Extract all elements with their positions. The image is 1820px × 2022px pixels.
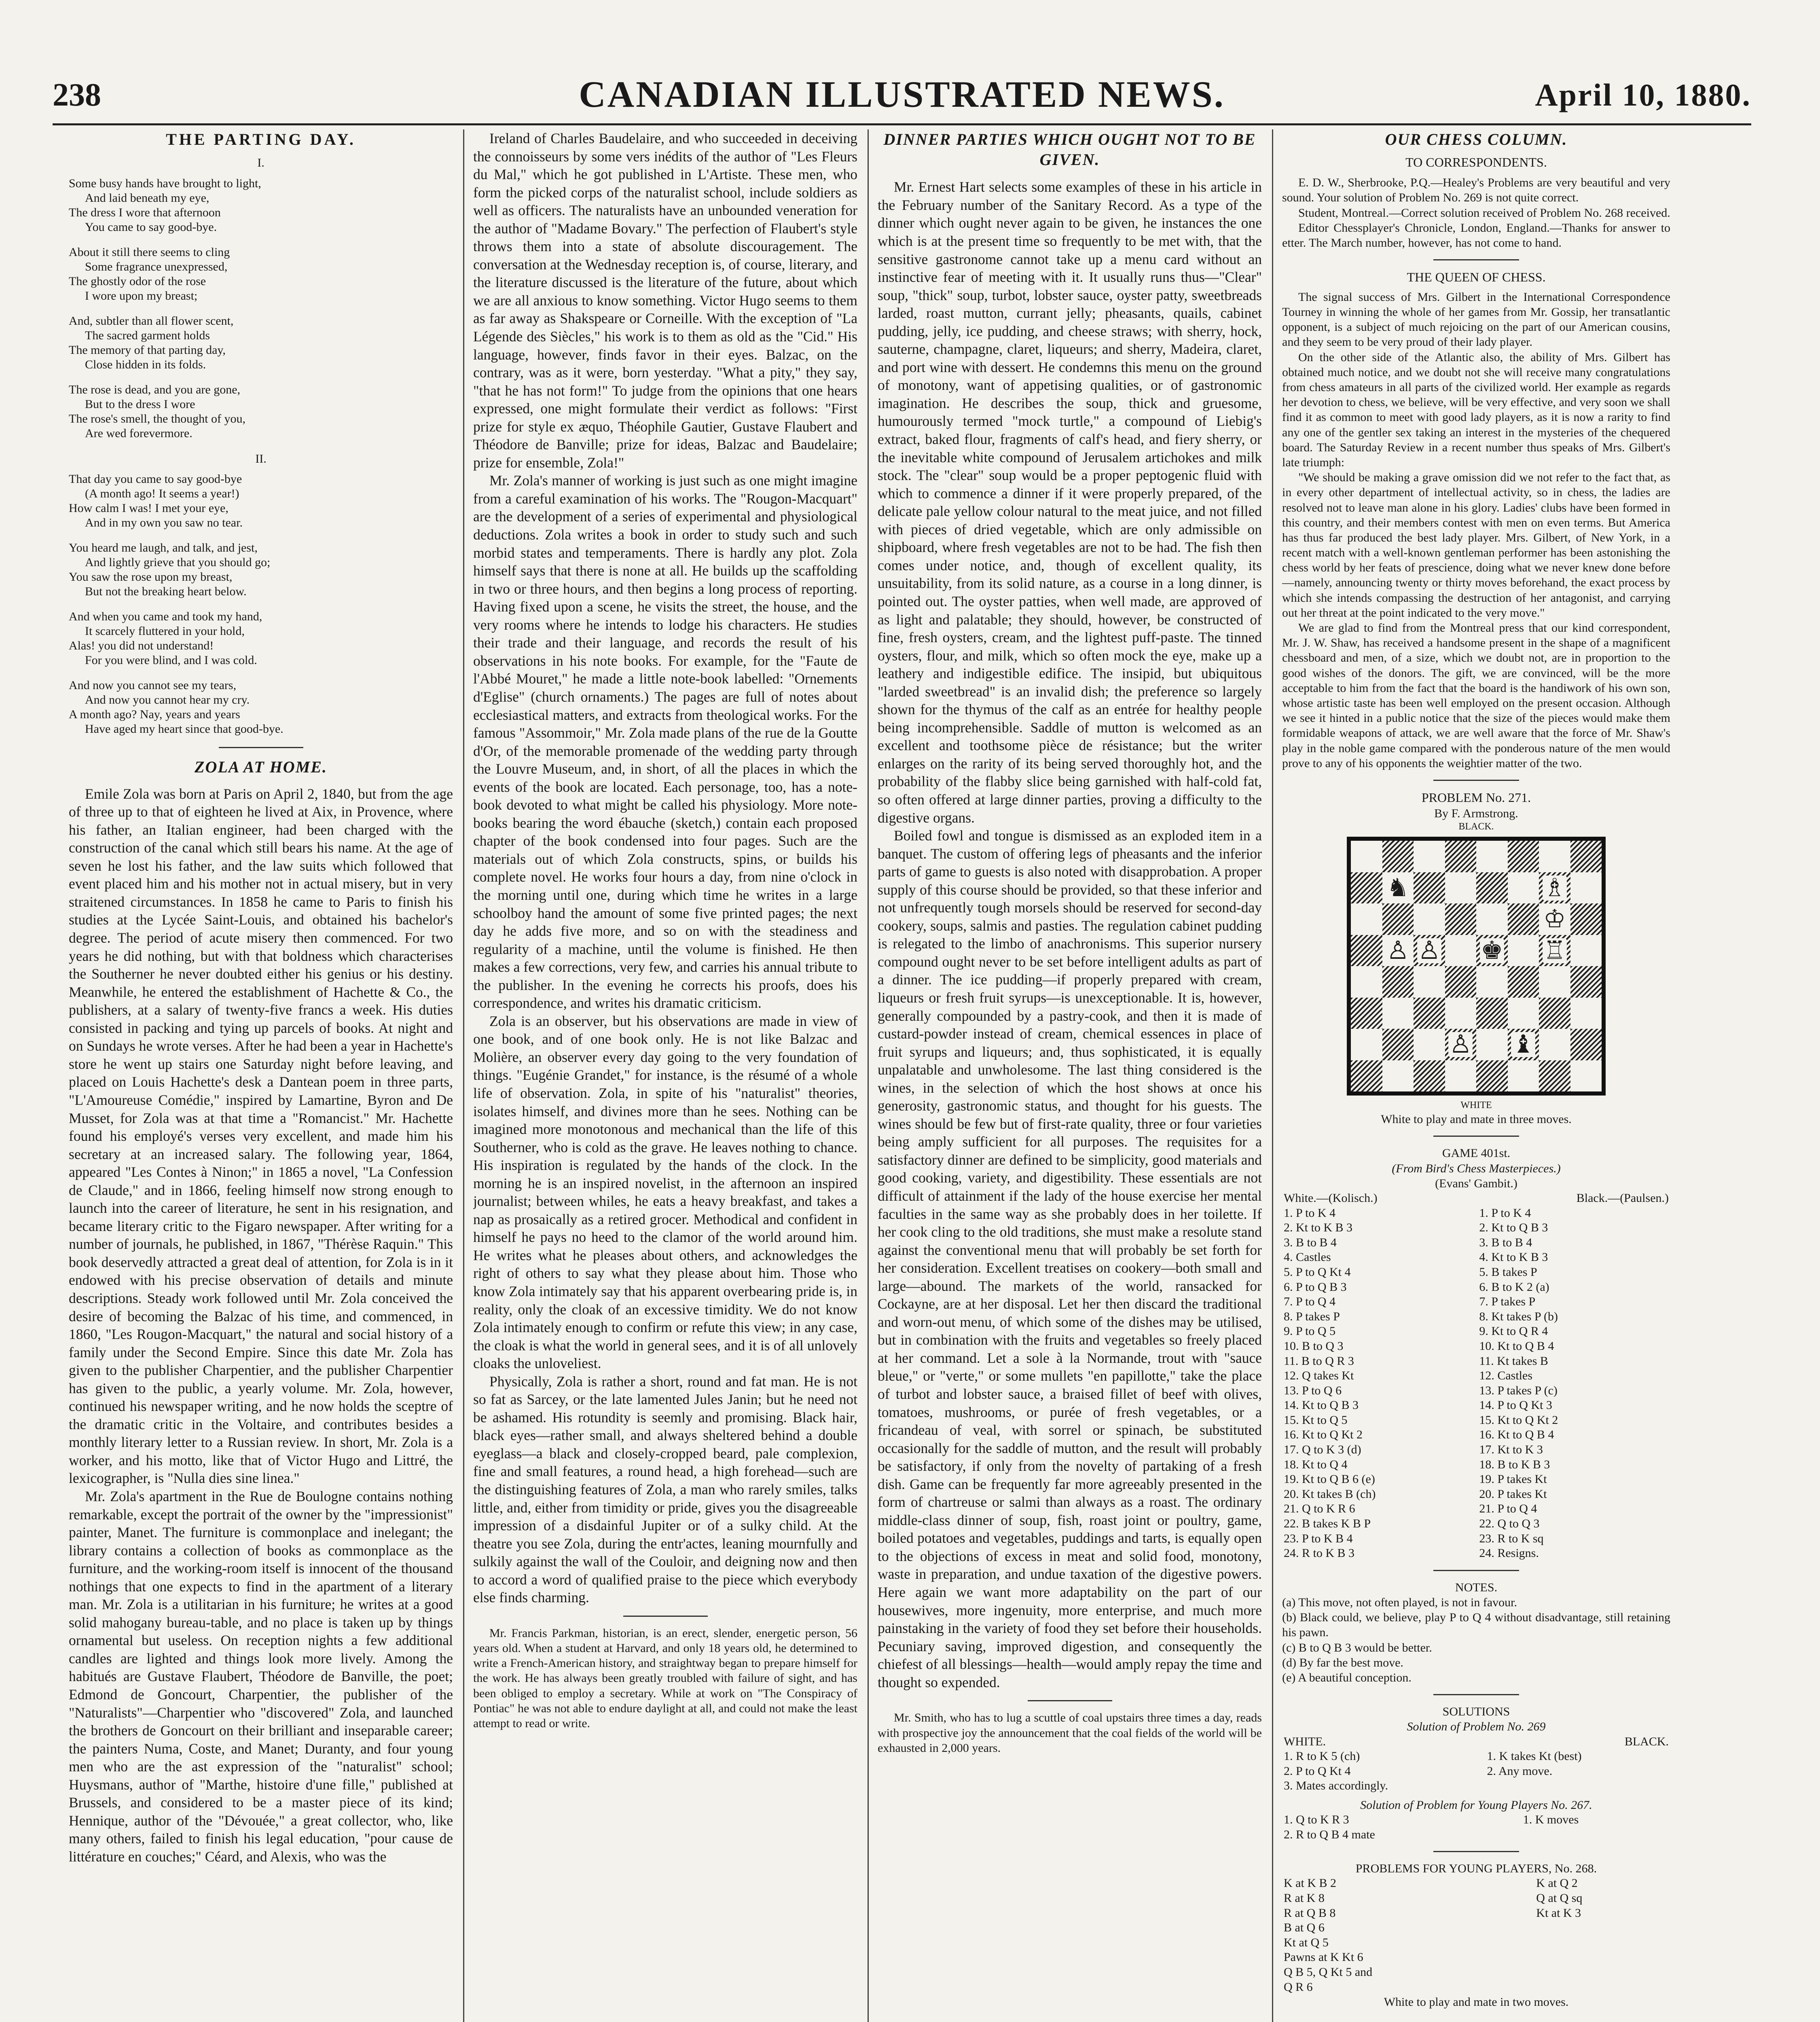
board-square [1570,1060,1602,1092]
white-move: 3. B to B 4 [1284,1235,1337,1249]
poem-stanza [69,472,453,530]
black-move: 19. P takes Kt [1479,1472,1547,1486]
poem-line: The rose is dead, and you are gone, [69,383,241,396]
board-square [1539,841,1570,872]
black-piece: Q at Q sq [1536,1891,1583,1905]
page-number: 238 [53,77,101,113]
board-square [1351,998,1382,1029]
board-square [1476,903,1508,935]
solution-269-title: Solution of Problem No. 269 [1407,1720,1546,1734]
board-square [1414,1029,1445,1060]
black-move: 1. K moves [1523,1813,1579,1827]
board-square [1414,903,1445,935]
poem-line: And when you came and took my hand, [69,610,262,624]
board-square [1476,1060,1508,1092]
chess-title: OUR CHESS COLUMN. [1385,130,1568,148]
board-square [1414,1060,1445,1092]
poem-line: And laid beneath my eye, [85,191,210,205]
black-move: 21. P to Q 4 [1479,1502,1537,1516]
move-row [1282,1265,1670,1280]
board-square [1539,1029,1570,1060]
board-square [1351,935,1382,967]
white-move: 21. Q to K R 6 [1284,1502,1355,1516]
move-row [1282,1516,1670,1531]
chess-piece: ♙ [1449,1031,1472,1059]
board-square [1351,841,1382,872]
board-square [1570,935,1602,967]
poem-line: Some fragrance unexpressed, [85,260,228,273]
poem-line: You came to say good-bye. [85,220,217,234]
move-row [1282,1324,1670,1339]
board-square [1508,998,1539,1029]
solution-row [1282,1764,1670,1779]
move-row [1282,1250,1670,1265]
solution-269-table [1282,1734,1670,1794]
board-square [1570,872,1602,904]
column-3 [878,129,1262,2022]
poem-line: Some busy hands have brought to light, [69,176,261,190]
black-move: 12. Castles [1479,1369,1533,1383]
poem-stanza [69,176,453,235]
correspondents-list [1282,175,1670,250]
board-square [1414,998,1445,1029]
move-row [1282,1206,1670,1221]
chess-board [1347,837,1606,1096]
white-move: 10. B to Q 3 [1284,1339,1344,1353]
poem-stanzas-2 [69,472,453,736]
white-move: 7. P to Q 4 [1284,1295,1336,1309]
poem-part-2: II. [255,452,267,465]
poem-line: How calm I was! I met your eye, [69,501,229,515]
board-square [1445,998,1477,1029]
white-move: 23. P to K B 4 [1284,1531,1353,1545]
paragraph: Emile Zola was born at Paris on April 2, 1840, but from the age of three up to that of eighteen he lived at Aix, in Provence, where his father, an Italian engineer, had been charged with the construction of the canal which still bears his name. At the age of seven he lost his father, and the law suits which followed that event placed him and his mother not in actual misery, but in very straitened circumstances. In 1858 he came to Paris to finish his studies at the Lycée Saint-Louis, and obtained his bachelor's degree. The period of acute misery then commenced. For two years he did nothing, but with that boldness which characterises the Southerner he never doubted either his genius or his destiny. Meanwhile, he entered the establishment of Hachette & Co., the publishers, at a salary of twenty-five francs a week. His duties consisted in packing and tying up parcels of books. At night and on Sundays he wrote verses. After he had been a year in Hachette's store he went up stairs one Saturday night before leaving, and placed on Louis Hachette's desk a Dantean poem in three parts, "L'Amoureuse Comédie," inspired by Lamartine, Byron and De Musset, for Zola was at that time a "Romancist." Mr. Hachette found his employé's verses very excellent, and made him his secretary at an increased salary. The following year, 1864, appeared "Les Contes à Ninon;" in 1865 a novel, "La Confession de Claude," and in 1866, feeling himself now strong enough to launch into the career of literature, he sent in his resignation, and became literary critic to the Figaro newspaper. After writing for a number of journals, he published, in 1867, "Thérèse Raquin." This book deservedly attracted a great deal of attention, for Zola is in it endowed with his precise observation of details and minute descriptions. Steady work followed until Mr. Zola conceived the desire of becoming the Balzac of his time, and commenced, in 1860, "Les Rougon-Macquart," the natural and social history of a family under the Second Empire. Since this date Mr. Zola has given to the publisher Charpentier, and the publisher Charpentier has given to the public, a yearly volume. Mr. Zola, however, continued his newspaper writing, and he now holds the sceptre of the dramatic critic in the Voltaire, and contributes besides a monthly literary letter to a Russian review. In short, Mr. Zola is a worker, and his motto, like that of Victor Hugo and Littré, the lexicographer, is "Nulla dies sine linea." [69,785,453,1487]
divider [1433,1570,1519,1571]
board-square [1508,1060,1539,1092]
board-square [1539,903,1570,935]
black-move: 2. Kt to Q B 3 [1479,1221,1548,1235]
board-square [1351,903,1382,935]
paragraph: "We should be making a grave omission did we not refer to the fact that, as in every other department of intellectual activity, so in chess, the ladies are resolved not to leave man alone in his glory. Ladies' clubs have been formed in this country, and their members contest with men on even terms. But America has thus far produced the best lady player. Mrs. Gilbert, of New York, in a recent match with a well-known gentleman performer has been astonishing the chess world by her feats of prescience, doing what we never knew done before—namely, announcing twenty or thirty moves beforehand, the exact process by which she intends compassing the destruction of her antagonist, and carrying out her threat at the point indicated to the very move." [1282,471,1670,620]
zola-article-continued [473,129,857,1607]
solutions-title: SOLUTIONS [1442,1705,1510,1719]
board-black-label: BLACK. [1458,821,1494,832]
white-move: 9. P to Q 5 [1284,1324,1336,1338]
young-white-pieces [1282,1876,1534,1995]
sol-black-label: BLACK. [1624,1734,1669,1748]
board-square [1508,841,1539,872]
chess-piece: ♙ [1386,937,1409,964]
poem-line: And lightly grieve that you should go; [85,556,271,569]
divider [1433,1136,1519,1137]
move-row [1282,1309,1670,1324]
chess-piece: ♙ [1418,937,1441,964]
column-4-chess [1282,129,1670,2022]
black-move: 9. Kt to Q R 4 [1479,1324,1548,1338]
move-row [1282,1487,1670,1502]
poem-line: And now you cannot see my tears, [69,679,237,692]
column-rule [868,129,869,2022]
correspondents-title: TO CORRESPONDENTS. [1405,154,1547,169]
poem-part-1: I. [257,156,265,170]
poem-line: The ghostly odor of the rose [69,274,206,288]
board-square [1382,1029,1414,1060]
black-move: 8. Kt takes P (b) [1479,1309,1558,1323]
move-row [1282,1220,1670,1235]
white-move: 1. R to K 5 (ch) [1284,1749,1360,1763]
board-square [1539,966,1570,998]
board-square [1476,935,1508,967]
move-row [1282,1339,1670,1354]
white-move: 19. Kt to Q B 6 (e) [1284,1472,1375,1486]
white-piece: R at K 8 [1284,1891,1325,1905]
poem-stanza [69,609,453,668]
white-move: 2. R to Q B 4 mate [1284,1827,1375,1841]
solution-row [1282,1779,1670,1794]
move-row [1282,1383,1670,1398]
board-square [1508,872,1539,904]
poem-line: For you were blind, and I was cold. [85,654,257,667]
poem-stanza [69,314,453,372]
move-row [1282,1531,1670,1546]
board-square [1382,966,1414,998]
white-move: 4. Castles [1284,1250,1331,1264]
board-square [1508,935,1539,967]
divider [623,1616,708,1617]
board-square [1414,935,1445,967]
divider [1433,259,1519,260]
move-row [1282,1280,1670,1295]
white-move: 13. P to Q 6 [1284,1383,1342,1397]
column-1 [69,129,453,2022]
white-move: 5. P to Q Kt 4 [1284,1265,1351,1279]
move-row [1282,1354,1670,1369]
poem-stanza [69,383,453,441]
board-square [1414,872,1445,904]
black-move: 24. Resigns. [1479,1546,1539,1560]
white-move: 15. Kt to Q 5 [1284,1413,1348,1427]
black-piece: K at Q 2 [1536,1876,1578,1890]
white-piece: K at K B 2 [1284,1876,1336,1890]
problem-author: By F. Armstrong. [1434,806,1518,820]
sol-white-label: WHITE. [1284,1734,1326,1748]
poem-line: The memory of that parting day, [69,343,226,357]
dinner-title: DINNER PARTIES WHICH OUGHT NOT TO BE GIVEN. [883,130,1256,169]
note: (b) Black could, we believe, play P to Q 4 without disadvantage, still retaining his pawn. [1282,1611,1670,1639]
white-piece: Q B 5, Q Kt 5 and [1284,1965,1373,1979]
divider [1433,1694,1519,1695]
move-row [1282,1502,1670,1516]
white-move: 6. P to Q B 3 [1284,1280,1347,1294]
black-move: 15. Kt to Q Kt 2 [1479,1413,1558,1427]
board-square [1570,841,1602,872]
white-move: 3. Mates accordingly. [1284,1779,1388,1793]
paragraph: Physically, Zola is rather a short, round and fat man. He is not so fat as Sarcey, or the late lamented Jules Janin; but he need not be ashamed. His rotundity is seemly and promising. Black hair, black eyes—rather small, and always sheltered behind a double eyeglass—a black and closely-cropped beard, pale complexion, fine and small features, a round head, a high forehead—such are the distinguishing features of Zola, a man who rarely smiles, talks little, and, either from timidity or pride, gives you the disagreeable impression of a disdainful Jupiter or of a sulky child. At the theatre you see Zola, during the entr'actes, leaning mournfully and sulkily against the wall of the Couloir, and deigning now and then to accord a word of qualified praise to the piece which everybody else finds charming. [473,1373,857,1606]
black-player: Black.—(Paulsen.) [1576,1191,1669,1205]
game-source: (From Bird's Chess Masterpieces.) [1392,1161,1561,1175]
black-move: 18. B to K B 3 [1479,1457,1550,1471]
correspondent-note: Student, Montreal.—Correct solution received of Problem No. 268 received. [1298,206,1670,220]
board-square [1445,872,1477,904]
poem-line: But to the dress I wore [85,397,195,411]
note: (c) B to Q B 3 would be better. [1282,1641,1432,1654]
board-white-label: WHITE [1460,1100,1492,1111]
issue-date: April 10, 1880. [1535,77,1751,112]
paragraph: Mr. Zola's manner of working is just such as one might imagine from a careful examination of his works. The "Rougon-Macquart" are the development of a series of experimental and physiological deductions. Zola writes a book in order to study such and such morbid states and temperaments. There is hardly any plot. Zola himself says that there is none at all. He builds up the scaffolding in two or three hours, and then begins a long process of reporting. Having fixed upon a scene, he visits the street, the house, and the very rooms where he intends to lodge his characters. He studies their trade and their language, and records the result of his observations in his note books. For example, for the "Faute de l'Abbé Mouret," he made a little note-book labelled: "Ornements d'Eglise" (church ornaments.) The pages are full of notes about ecclesiastical matters, and extracts from theological works. For the famous "Assommoir," Mr. Zola made plans of the rue de la Goutte d'Or, of the memorable promenade of the wedding party through the Louvre Museum, and, in short, of all the places in which the events of the book are located. Each personage, too, has a note-book devoted to what might be called his physiology. More note-books bearing the word ébauche (sketch,) contain each proposed chapter of the book condensed into four pages. Such are the materials out of which Zola constructs, spins, or builds his complete novel. He works four hours a day, from nine o'clock in the morning until one, during which time he writes in a large schoolboy hand the amount of some five printed pages; the next day he adds five more, and so on with the steadiness and regularity of a machine, until the volume is finished. He then makes a few corrections, very few, and carries his annual tribute to the publisher. In the evening he corrects his proofs, does his correspondence, and writes his dramatic criticism. [473,472,857,1011]
board-square [1382,872,1414,904]
white-move: 16. Kt to Q Kt 2 [1284,1428,1363,1442]
paragraph: Ireland of Charles Baudelaire, and who succeeded in deceiving the connoisseurs by some vers inédits of the author of "Les Fleurs du Mal," which he got published in L'Artiste. These men, who form the picked corps of the naturalist school, include soldiers as well as officers. The naturalists have an unbounded veneration for the author of "Madame Bovary." The perfection of Flaubert's style throws them into a state of absolute discouragement. The conversation at the Wednesday reception is, of course, literary, and the literature discussed is the literature of the future, about which we are all anxious to know something. Victor Hugo seems to them as far away as Shakspeare or Corneille. With the exception of "La Légende des Siècles," his work is to them as old as the "Cid." His language, however, finds favor in their eyes. Balzac, on the contrary, was as it were, born yesterday. "What a pity," they say, "that he has not form!" To judge from the opinions that one hears expressed, one might formulate their verdict as follows: "First prize for style ex æquo, Théophile Gautier, Gustave Flaubert and Théodore de Banville; prize for ideas, Balzac and Baudelaire; prize for ensemble, Zola!" [473,130,857,471]
white-piece: R at Q B 8 [1284,1906,1336,1920]
board-square [1508,966,1539,998]
chess-piece: ♔ [1543,905,1566,933]
poem-line: About it still there seems to cling [69,245,230,259]
white-move: 24. R to K B 3 [1284,1546,1355,1560]
paragraph: Mr. Zola's apartment in the Rue de Boulogne contains nothing remarkable, except the portrait of the owner by the "impressionist" painter, Manet. The furniture is commonplace and inelegant; the library contains a collection of books as commonplace as the furniture, and the working-room itself is innocent of the thousand nothings that one expects to find in the apartment of a literary man. Mr. Zola is a utilitarian in his furniture; he writes at a good solid mahogany bureau-table, and no place is taken up by things ornamental but useless. On reception nights a few additional candles are lighted and things look more lively. Among the habitués are Gustave Flaubert, Théodore de Banville, the poet; Edmond de Goncourt, Charpentier, the publisher of the "Naturalists"—Charpentier who "discovered" Zola, and launched the brothers de Goncourt on their brilliant and inseparable career; the painters Numa, Coste, and Manet; Duranty, and four young men who are the ast expression of the "naturalist" school; Huysmans, author of "Marthe, histoire d'une fille," published at Brussels, and considered to be a master piece of its kind; Hennique, author of the "Dévouée," a great collector, who, like many others, failed to finish his legal education, "pour cause de littérature en couches;" Céard, and Alexis, who was the [69,1488,453,1865]
paragraph: The signal success of Mrs. Gilbert in the International Correspondence Tourney in winning the whole of her games from Mr. Gossip, her transatlantic opponent, is a subject of much rejoicing on the part of our American cousins, and they seem to be very proud of their lady player. [1282,290,1670,349]
board-square [1508,903,1539,935]
black-move: 1. K takes Kt (best) [1487,1749,1582,1763]
board-square [1539,1060,1570,1092]
zola-title: ZOLA AT HOME. [195,758,327,776]
move-row [1282,1294,1670,1309]
poem-line: You saw the rose upon my breast, [69,570,233,584]
poem-line: But not the breaking heart below. [85,585,247,599]
note: (a) This move, not often played, is not in favour. [1282,1596,1517,1610]
board-square [1445,966,1477,998]
column-rule [463,129,464,2022]
board-square [1570,966,1602,998]
board-square [1476,1029,1508,1060]
young-problem-title: PROBLEMS FOR YOUNG PLAYERS, No. 268. [1355,1862,1597,1876]
black-move: 10. Kt to Q B 4 [1479,1339,1554,1353]
board-square [1476,841,1508,872]
poem-line: It scarcely fluttered in your hold, [85,624,245,638]
solution-row [1282,1749,1670,1764]
correspondent-note: E. D. W., Sherbrooke, P.Q.—Healey's Problems are very beautiful and very sound. Your solution of Problem No. 269 is not quite correct. [1282,176,1670,205]
paragraph: We are glad to find from the Montreal press that our kind correspondent, Mr. J. W. Shaw, has received a handsome present in the shape of a magnificent chessboard and men, of a size, which we doubt not, are in proportion to the good wishes of the donors. The gift, we are convinced, will be the more acceptable to him from the fact that the board is the handiwork of his own son, whose artistic taste has been well employed on the present occasion. Although we see it hinted in a public notice that the size of the pieces would make them formidable weapons of attack, we are well aware that the force of Mr. Shaw's play in the noble game compared with the ponderous nature of the men would prove to any of his opponents the weightier matter of the two. [1282,621,1670,770]
divider [1028,1700,1112,1701]
board-square [1570,998,1602,1029]
board-square [1476,966,1508,998]
poem-line: Have aged my heart since that good-bye. [85,722,284,736]
white-move: 18. Kt to Q 4 [1284,1457,1348,1471]
smith-note: Mr. Smith, who has to lug a scuttle of coal upstairs three times a day, reads with prospective joy the announcement that the coal fields of the world will be exhausted in 2,000 years. [878,1711,1262,1755]
board-square [1382,903,1414,935]
board-square [1351,1029,1382,1060]
young-black-pieces [1534,1876,1670,1995]
black-move: 23. R to K sq [1479,1531,1544,1545]
white-move: 2. Kt to K B 3 [1284,1221,1353,1235]
poem-line: That day you came to say good-bye [69,472,242,486]
board-square [1445,841,1477,872]
correspondent-note: Editor Chessplayer's Chronicle, London, England.—Thanks for answer to etter. The March number, however, has not come to hand. [1282,221,1670,250]
move-row [1282,1428,1670,1442]
board-square [1382,998,1414,1029]
black-move: 1. P to K 4 [1479,1206,1531,1220]
paragraph: On the other side of the Atlantic also, the ability of Mrs. Gilbert has obtained much notice, and we doubt not she will receive many congratulations from chess amateurs in all parts of the civilized world. Her example as regards her devotion to chess, we believe, will be very effective, and very soon we shall find it as common to meet with good lady players, as it is now a rarity to find any one of the gentler sex taking an interest in the mysteries of the chequered board. The Saturday Review in a recent number thus speaks of Mrs. Gilbert's late triumph: [1282,350,1670,469]
poem-line: You heard me laugh, and talk, and jest, [69,541,258,555]
board-square [1351,966,1382,998]
black-piece: Kt at K 3 [1536,1906,1581,1920]
board-square [1445,935,1477,967]
board-square [1539,935,1570,967]
white-piece: Pawns at K Kt 6 [1284,1950,1363,1964]
poem-title: THE PARTING DAY. [166,130,356,148]
divider [1433,780,1519,781]
chess-piece: ♗ [1543,874,1566,902]
poem-line: (A month ago! It seems a year!) [85,487,239,501]
notes-list [1282,1595,1670,1685]
board-square [1382,1060,1414,1092]
zola-article [69,785,453,1866]
solution-267-title: Solution of Problem for Young Players No. 267. [1360,1798,1592,1812]
poem-line: Are wed forevermore. [85,426,193,440]
board-square [1445,903,1477,935]
white-move: 12. Q takes Kt [1284,1369,1354,1383]
column-rule [1272,129,1273,2022]
board-square [1508,1029,1539,1060]
dinner-article [878,178,1262,1691]
white-move: 11. B to Q R 3 [1284,1354,1354,1368]
white-move: 1. Q to K R 3 [1284,1813,1349,1827]
move-row [1282,1546,1670,1561]
board-square [1382,935,1414,967]
black-move: 13. P takes P (c) [1479,1383,1558,1397]
black-move: 20. P takes Kt [1479,1487,1547,1501]
poem-stanza [69,541,453,599]
black-move: 11. Kt takes B [1479,1354,1548,1368]
poem-line: Close hidden in its folds. [85,357,206,371]
board-square [1414,966,1445,998]
black-move [1522,1827,1670,1842]
black-move: 2. Any move. [1487,1764,1553,1778]
chess-piece: ♚ [1480,937,1503,964]
chess-piece: ♝ [1512,1031,1535,1059]
poem-line: Alas! you did not understand! [69,639,214,653]
poem-stanza [69,245,453,303]
board-square [1445,1029,1477,1060]
move-row [1282,1368,1670,1383]
white-move: 8. P takes P [1284,1309,1340,1323]
poem-line: And now you cannot hear my cry. [85,693,250,707]
move-row [1282,1457,1670,1472]
paragraph: Zola is an observer, but his observations are made in view of one book, and of one book only. He is not like Balzac and Molière, an observer every day going to the very foundation of things. "Eugénie Grandet," for instance, is the résumé of a whole life of observation. Zola, in spite of his "naturalist" theories, isolates himself, and divines more than he sees. Nothing can be imagined more monotonous and mechanical than the life of this Southerner, who is cold as the grave. He leaves nothing to chance. His inspiration is regulated by the hands of the clock. In the morning he is an inspired novelist, in the afternoon an inspired journalist; between whiles, he eats a heavy breakfast, and takes a nap as prosaically as a retired grocer. Methodical and confident in himself he pays no heed to the clamor of the world around him. He writes what he pleases about others, and acknowledges the right of others to say what they please about him. Those who know Zola intimately say that his apparent overbearing pride is, in reality, only the cloak of an excessive timidity. We do not know Zola intimately enough to confirm or refute this view; in any case, the cloak is what the world in general sees, and it is of all unlovely cloaks the unloveliest. [473,1013,857,1372]
poem-line: The rose's smell, the thought of you, [69,412,246,425]
black-move: 17. Kt to K 3 [1479,1443,1543,1457]
board-square [1351,872,1382,904]
black-move: 6. B to K 2 (a) [1479,1280,1549,1294]
poem-stanzas-1 [69,176,453,441]
white-move: 20. Kt takes B (ch) [1284,1487,1376,1501]
board-square [1414,841,1445,872]
problem-title: PROBLEM No. 271. [1421,790,1531,805]
column-2 [473,129,857,2022]
white-piece: Kt at Q 5 [1284,1935,1329,1949]
move-row [1282,1398,1670,1413]
black-move: 22. Q to Q 3 [1479,1517,1540,1531]
divider [1433,1851,1519,1852]
divider [219,747,303,748]
paragraph: Mr. Ernest Hart selects some examples of these in his article in the February number of the Sanitary Record. As a type of the dinner which ought never again to be given, he instances the one which is at the present time so frequently to be met with, that the sensitive gastronome cannot take up a menu card without an instinctive fear of meeting with it. It usually runs thus—"Clear" soup, "thick" soup, turbot, lobster sauce, oyster patty, sweetbreads larded, roast mutton, currant jelly; pheasants, quails, cabinet pudding, jelly, ice pudding, and cheese straws; with sherry, hock, sauterne, champagne, claret, liqueurs; and sherry, Madeira, claret, and port wine with dessert. He condemns this menu on the ground of monotony, want of appetising qualities, or of gastronomic imagination. He describes the soup, thick and gruesome, humourously termed "mock turtle," a compound of Liebig's extract, baked flour, fragments of calf's head, and fiery sherry, or the inevitable white compound of Jerusalem artichokes and milk stock. The "clear" soup would be a proper peptogenic fluid with which to commence a dinner if it were properly prepared, of the delicate pale yellow colour natural to the meat juice, and not filled with pieces of dried vegetable, which are only admissible on shipboard, where fresh vegetables are not to be had. The fish then comes under notice, and, though of excellent quality, its unsuitability, from its solid nature, as a course in a long dinner, is pointed out. The oyster patties, when well made, are approved of as light and palatable; they should, however, be constructed of fine, fresh oysters, cream, and the lightest puff-paste. The tinned oysters, flour, and milk, which so often mock the eye, make up a leathery and indigestible edifice. The insipid, but ubiquitous "larded sweetbread" is an invalid dish; the preference so largely shown for the thymus of the calf as an entrée for healthy people being incomprehensible. Saddle of mutton is welcomed as an excellent and toothsome pièce de résistance; but the writer enlarges on the rarity of its being served thoroughly hot, and the probability of the flabby slice being garnished with half-cold fat, so often offered at large dinner parties, proving a difficulty to the digestive organs. [878,179,1262,826]
game-moves-table [1282,1191,1670,1561]
notes-title: NOTES. [1455,1580,1498,1594]
game-opening: (Evans' Gambit.) [1435,1176,1517,1190]
board-square [1570,903,1602,935]
header-rule [53,123,1751,125]
black-move: 4. Kt to K B 3 [1479,1250,1548,1264]
poem-line: A month ago? Nay, years and years [69,708,240,721]
queen-title: THE QUEEN OF CHESS. [1407,270,1546,285]
game-title: GAME 401st. [1442,1146,1511,1160]
white-piece: Q R 6 [1284,1980,1313,1994]
note: (e) A beautiful conception. [1282,1671,1412,1684]
white-player: White.—(Kolisch.) [1284,1191,1378,1205]
white-move: 14. Kt to Q B 3 [1284,1398,1359,1412]
black-move: 3. B to B 4 [1479,1235,1532,1249]
white-move: 22. B takes K B P [1284,1517,1371,1531]
black-move: 14. P to Q Kt 3 [1479,1398,1552,1412]
note: (d) By far the best move. [1282,1656,1403,1669]
poem-stanza [69,678,453,736]
problem-caption: White to play and mate in three moves. [1381,1113,1572,1126]
poem-line: The dress I wore that afternoon [69,205,221,219]
poem-line: I wore upon my breast; [85,289,198,302]
black-move: 7. P takes P [1479,1295,1536,1309]
page-header [53,69,1751,121]
solution-row [1282,1813,1670,1827]
young-problem-table [1282,1876,1670,1995]
solution-row [1282,1827,1670,1842]
board-square [1382,841,1414,872]
parkman-note: Mr. Francis Parkman, historian, is an erect, slender, energetic person, 56 years old. When a student at Harvard, and only 18 years old, he determined to write a French-American history, and straightway began to prepare himself for the work. He has always been greatly troubled with failure of sight, and has been obliged to employ a secretary. While at work on "The Conspiracy of Pontiac" he was not able to endure daylight at all, and could not make the least attempt to read or write. [473,1626,857,1730]
move-row [1282,1442,1670,1457]
paragraph: Boiled fowl and tongue is dismissed as an exploded item in a banquet. The custom of offering legs of pheasants and the inferior parts of game to guests is also noted with disapprobation. A proper supply of this course should be provided, so that these inferior and not unfrequently tough morsels should be reserved for second-day cookery, soups, salmis and pasties. The regulation cabinet pudding is relegated to the limbo of anachronisms. This superior nursery compound ought never to be set before intelligent adults as part of a dinner. The ice pudding—if properly prepared with cream, liqueurs or fresh fruit syrups—is unexceptionable. It is, however, generally compounded by a pastry-cook, and then it is made of custard-powder instead of cream, chemical essences in place of fruit syrups and liqueurs; and, thus sophisticated, it is equally unpalatable and unwholesome. The last thing considered is the wines, in the selection of which the host shows at once his generosity, gastronomic status, and thought for his guests. The wines should be few but of first-rate quality, three or four varieties being amply sufficient for all purposes. The requisites for a satisfactory dinner are defined to be simplicity, good materials and good cooking, variety, and digestibility. These essentials are not difficult of attainment if the lady of the house exercise her mental faculties in the same way as she probably does in her toilette. If her cook cling to the old traditions, she must make a resolute stand against the conventional menu that will probably be set forth for her consideration. Excellent treatises on cookery—both small and large—abound. The markets of the world, ransacked for Cockayne, are at her disposal. Let her then discard the traditional and worn-out menu, of which some of the dishes may be utilised, but in combination with the fruits and vegetables so freely placed at her command. Let a sole à la Normande, trout with "sauce bleue," or "verte," or some mullets "en papillotte," take the place of turbot and lobster sauce, a braised fillet of beef with olives, tomatoes, mushrooms, or purée of fresh vegetables, or a fricandeau of veal, with sorrel or spinach, be substituted occasionally for the saddle of mutton, and the result will probably be satisfactory, if only from the novelty of partaking of a fresh dish. Game can be frequently far more agreeably presented in the form of chartreuse or salmi than always as a roast. The ordinary middle-class dinner of soup, fish, roast joint or poultry, game, boiled potatoes and vegetables, puddings and tarts, is equally open to the objections of excess in meat and solid food, monotony, waste in preparation, and undue taxation of the digestive powers. Here again we want more adaptability on the part of our housewives, more ingenuity, more enterprise, and much more painstaking in the variety of food they set before their households. Pecuniary saving, improved digestion, and consequently the chiefest of all blessings—health—would amply repay the time and thought so expended. [878,827,1262,1690]
chess-piece: ♖ [1543,937,1566,964]
poem-line: And, subtler than all flower scent, [69,314,234,328]
masthead: CANADIAN ILLUSTRATED NEWS. [579,74,1225,115]
board-square [1476,872,1508,904]
move-row [1282,1472,1670,1487]
solution-267-table [1282,1813,1670,1842]
black-move: 16. Kt to Q B 4 [1479,1428,1554,1442]
board-square [1570,1029,1602,1060]
board-square [1539,872,1570,904]
poem-line: The sacred garment holds [85,328,210,342]
queen-article [1282,290,1670,771]
chess-piece: ♞ [1386,874,1409,902]
move-row [1282,1235,1670,1250]
white-move: 1. P to K 4 [1284,1206,1336,1220]
move-row [1282,1413,1670,1428]
black-move [1486,1779,1670,1794]
poem-line: And in my own you saw no tear. [85,516,243,530]
white-move: 2. P to Q Kt 4 [1284,1764,1351,1778]
board-square [1351,1060,1382,1092]
white-move: 17. Q to K 3 (d) [1284,1443,1361,1457]
young-problem-caption: White to play and mate in two moves. [1384,1995,1569,2009]
board-square [1445,1060,1477,1092]
board-square [1539,998,1570,1029]
board-square [1476,998,1508,1029]
black-move: 5. B takes P [1479,1265,1537,1279]
white-piece: B at Q 6 [1284,1921,1325,1935]
